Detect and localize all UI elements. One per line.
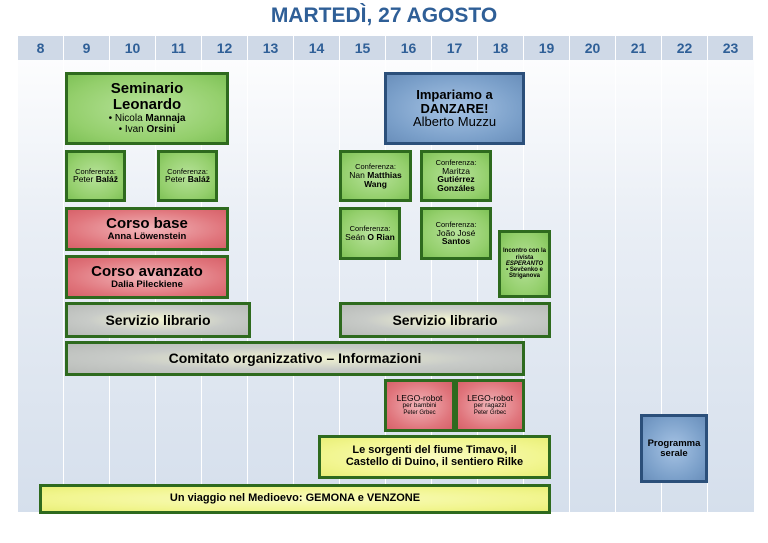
event-title-line: DANZARE! bbox=[420, 100, 489, 116]
event-label: Conferenza: bbox=[75, 166, 116, 176]
page-title: MARTEDÌ, 27 AGOSTO bbox=[270, 4, 498, 27]
hour-header: 11 bbox=[156, 36, 201, 60]
hour-header: 23 bbox=[708, 36, 753, 60]
event-programma-serale[interactable] bbox=[640, 414, 708, 483]
event-conferenza-balaz-1[interactable] bbox=[65, 150, 126, 202]
event-title: Corso base bbox=[106, 215, 188, 233]
hour-header: 20 bbox=[570, 36, 615, 60]
event-conferenza-orian[interactable] bbox=[339, 207, 401, 260]
event-person-first: Maritza bbox=[442, 165, 470, 176]
event-servizio-librario-2[interactable] bbox=[339, 302, 551, 338]
event-sub: per ragazzi bbox=[473, 402, 507, 410]
event-conferenza-balaz-2[interactable] bbox=[157, 150, 218, 202]
grid-line bbox=[615, 36, 616, 512]
event-label: Conferenza: bbox=[349, 224, 391, 234]
event-title: Corso avanzato bbox=[91, 263, 203, 281]
event-title: Un viaggio nel Medioevo: GEMONA e VENZONE bbox=[169, 492, 421, 505]
event-conferenza-santos[interactable] bbox=[420, 207, 492, 260]
event-person: Anna Löwenstein bbox=[107, 230, 187, 242]
event-conferenza-wang[interactable] bbox=[339, 150, 412, 202]
event-corso-avanzato[interactable] bbox=[65, 255, 229, 299]
hour-header: 18 bbox=[478, 36, 523, 60]
event-title: Programma serale bbox=[647, 437, 701, 459]
grid-line bbox=[63, 36, 64, 512]
event-title: LEGO-robot bbox=[396, 393, 443, 404]
event-person: Peter Baláž bbox=[73, 174, 118, 185]
event-line: Le sorgenti del fiume Timavo, il bbox=[352, 444, 517, 457]
event-line: ESPERANTO bbox=[505, 260, 544, 267]
event-line: Incontro con la rivista bbox=[503, 248, 547, 261]
event-person: Peter Grbec bbox=[403, 410, 436, 417]
event-label: Conferenza: bbox=[167, 166, 208, 176]
event-lego-bambini[interactable] bbox=[384, 379, 455, 432]
event-viaggio-medioevo[interactable] bbox=[39, 484, 551, 514]
event-person-first: João José bbox=[436, 227, 476, 238]
event-timavo[interactable] bbox=[318, 435, 551, 479]
event-title: LEGO-robot bbox=[467, 393, 513, 404]
hour-header: 14 bbox=[294, 36, 339, 60]
event-person: Dalia Pileckiene bbox=[111, 278, 183, 290]
hour-header: 13 bbox=[248, 36, 293, 60]
event-title: Servizio librario bbox=[105, 311, 211, 328]
grid-line bbox=[569, 36, 570, 512]
event-person: Peter Baláž bbox=[165, 174, 210, 185]
hour-header: 21 bbox=[616, 36, 661, 60]
event-person: Nan Matthias Wang bbox=[349, 170, 402, 189]
event-person: Seán O Rian bbox=[345, 231, 395, 242]
event-person: • Nicola Mannaja bbox=[108, 112, 186, 124]
hour-header: 9 bbox=[64, 36, 109, 60]
hour-header: 10 bbox=[110, 36, 155, 60]
hour-header: 22 bbox=[662, 36, 707, 60]
event-person: • Ivan Orsini bbox=[118, 124, 176, 136]
event-sub: per bambini bbox=[402, 402, 437, 410]
hour-header: 17 bbox=[432, 36, 477, 60]
grid-line bbox=[293, 36, 294, 512]
hour-header: 16 bbox=[386, 36, 431, 60]
event-person-last: Santos bbox=[441, 236, 471, 247]
event-seminario-leonardo[interactable] bbox=[65, 72, 229, 145]
event-title: Seminario Leonardo bbox=[110, 80, 184, 113]
event-conferenza-gutierrez[interactable] bbox=[420, 150, 492, 202]
event-label: Conferenza: bbox=[355, 162, 396, 172]
hour-header: 8 bbox=[18, 36, 63, 60]
event-person: Peter Grbec bbox=[473, 410, 507, 417]
event-line: • Sevčenko e Striganova bbox=[506, 267, 543, 280]
event-danzare[interactable] bbox=[384, 72, 525, 145]
event-title: Comitato organizzativo – Informazioni bbox=[168, 350, 422, 367]
event-corso-base[interactable] bbox=[65, 207, 229, 251]
event-lego-ragazzi[interactable] bbox=[455, 379, 525, 432]
event-incontro-esperanto[interactable] bbox=[498, 230, 551, 298]
event-servizio-librario-1[interactable] bbox=[65, 302, 251, 338]
event-title: Servizio librario bbox=[392, 311, 498, 328]
hour-header: 12 bbox=[202, 36, 247, 60]
grid-line bbox=[247, 36, 248, 512]
event-label: Conferenza: bbox=[435, 157, 477, 167]
event-person: Alberto Muzzu bbox=[412, 114, 497, 130]
event-label: Conferenza: bbox=[435, 219, 477, 229]
event-title-line: Impariamo a bbox=[416, 87, 493, 103]
event-person-last: Gutiérrez Gonzáles bbox=[437, 174, 475, 194]
hour-header: 15 bbox=[340, 36, 385, 60]
event-comitato[interactable] bbox=[65, 341, 525, 376]
event-line: Castello di Duino, il sentiero Rilke bbox=[345, 456, 524, 468]
hour-header: 19 bbox=[524, 36, 569, 60]
